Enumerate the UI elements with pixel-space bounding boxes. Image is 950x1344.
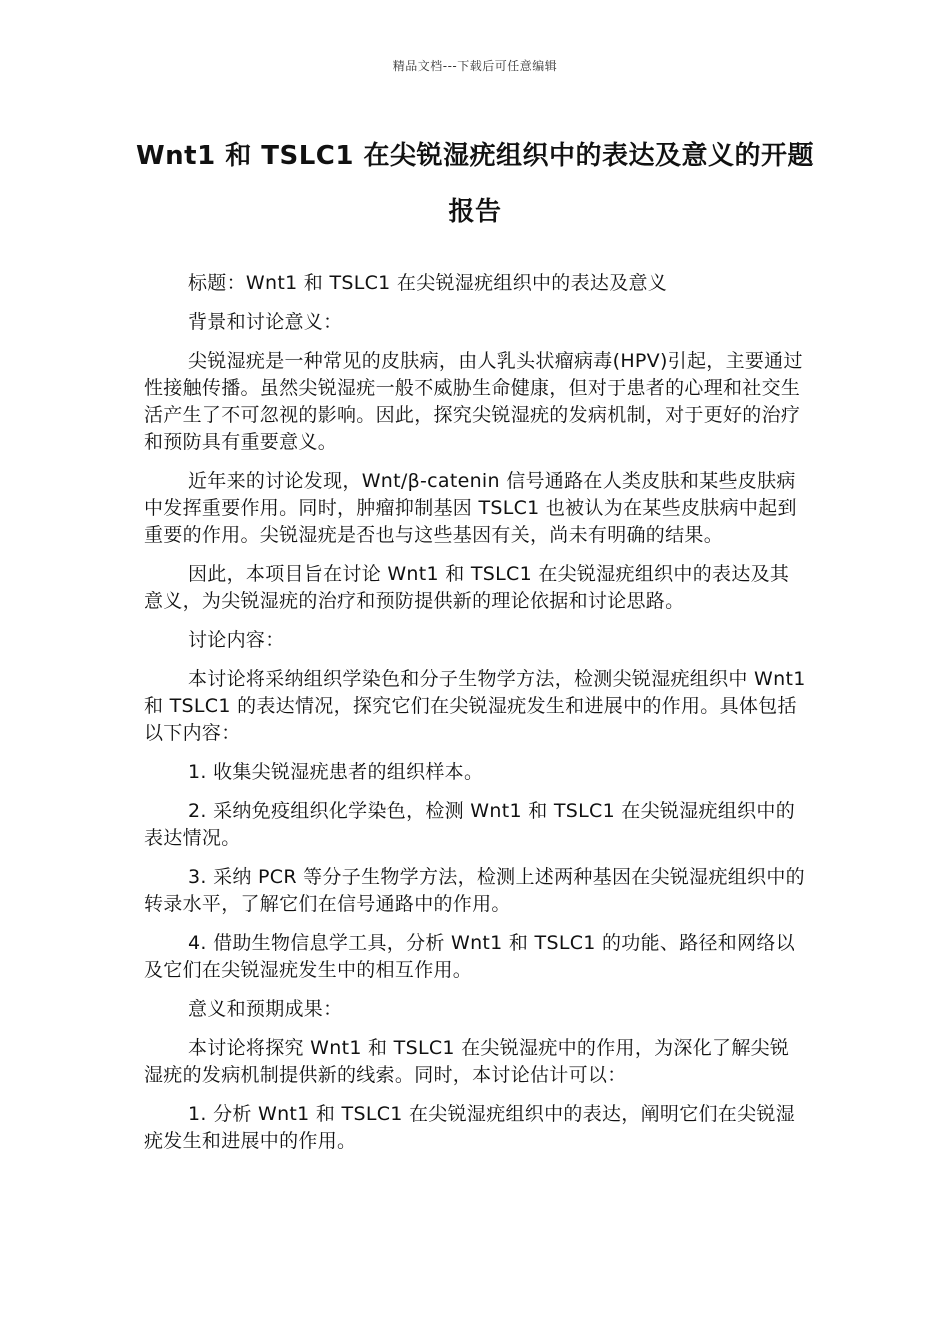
paragraph: 因此，本项目旨在讨论 Wnt1 和 TSLC1 在尖锐湿疣组织中的表达及其意义，为尖锐湿疣的治疗和预防提供新的理论依据和讨论思路。 bbox=[144, 563, 790, 612]
document-body bbox=[144, 270, 808, 1167]
list-item: 4. 借助生物信息学工具，分析 Wnt1 和 TSLC1 的功能、路径和网络以及它们在尖锐湿疣发生中的相互作用。 bbox=[144, 932, 796, 981]
list-item: 2. 采纳免疫组织化学染色，检测 Wnt1 和 TSLC1 在尖锐湿疣组织中的表达情况。 bbox=[144, 800, 796, 849]
list-item: 1. 分析 Wnt1 和 TSLC1 在尖锐湿疣组织中的表达，阐明它们在尖锐湿疣发生和进展中的作用。 bbox=[144, 1103, 796, 1152]
paragraph: 本讨论将探究 Wnt1 和 TSLC1 在尖锐湿疣中的作用，为深化了解尖锐湿疣的发病机制提供新的线索。同时，本讨论估计可以： bbox=[144, 1037, 790, 1086]
list-item: 1. 收集尖锐湿疣患者的组织样本。 bbox=[188, 761, 484, 783]
document-title: Wnt1 和 TSLC1 在尖锐湿疣组织中的表达及意义的开题报告 bbox=[135, 141, 815, 227]
page-header: 精品文档---下载后可任意编辑 bbox=[392, 59, 558, 73]
paragraph: 本讨论将采纳组织学染色和分子生物学方法，检测尖锐湿疣组织中 Wnt1 和 TSLC1 的表达情况，探究它们在尖锐湿疣发生和进展中的作用。具体包括以下内容： bbox=[144, 668, 806, 744]
paragraph: 尖锐湿疣是一种常见的皮肤病，由人乳头状瘤病毒(HPV)引起，主要通过性接触传播。虽然尖锐湿疣一般不威胁生命健康，但对于患者的心理和社交生活产生了不可忽视的影响。因此，探究尖锐湿疣的发病机制，对于更好的治疗和预防具有重要意义。 bbox=[144, 350, 803, 453]
paragraph: 近年来的讨论发现，Wnt/β-catenin 信号通路在人类皮肤和某些皮肤病中发挥重要作用。同时，肿瘤抑制基因 TSLC1 也被认为在某些皮肤病中起到重要的作用。尖锐湿疣是否也与这些基因有关，尚未有明确的结果。 bbox=[144, 470, 797, 546]
section-heading-background: 背景和讨论意义： bbox=[188, 311, 343, 333]
section-heading-content: 讨论内容： bbox=[188, 629, 285, 651]
section-heading-significance: 意义和预期成果： bbox=[188, 998, 343, 1020]
list-item: 3. 采纳 PCR 等分子生物学方法，检测上述两种基因在尖锐湿疣组织中的转录水平，了解它们在信号通路中的作用。 bbox=[144, 866, 805, 915]
paragraph-subject: 标题：Wnt1 和 TSLC1 在尖锐湿疣组织中的表达及意义 bbox=[188, 272, 668, 294]
